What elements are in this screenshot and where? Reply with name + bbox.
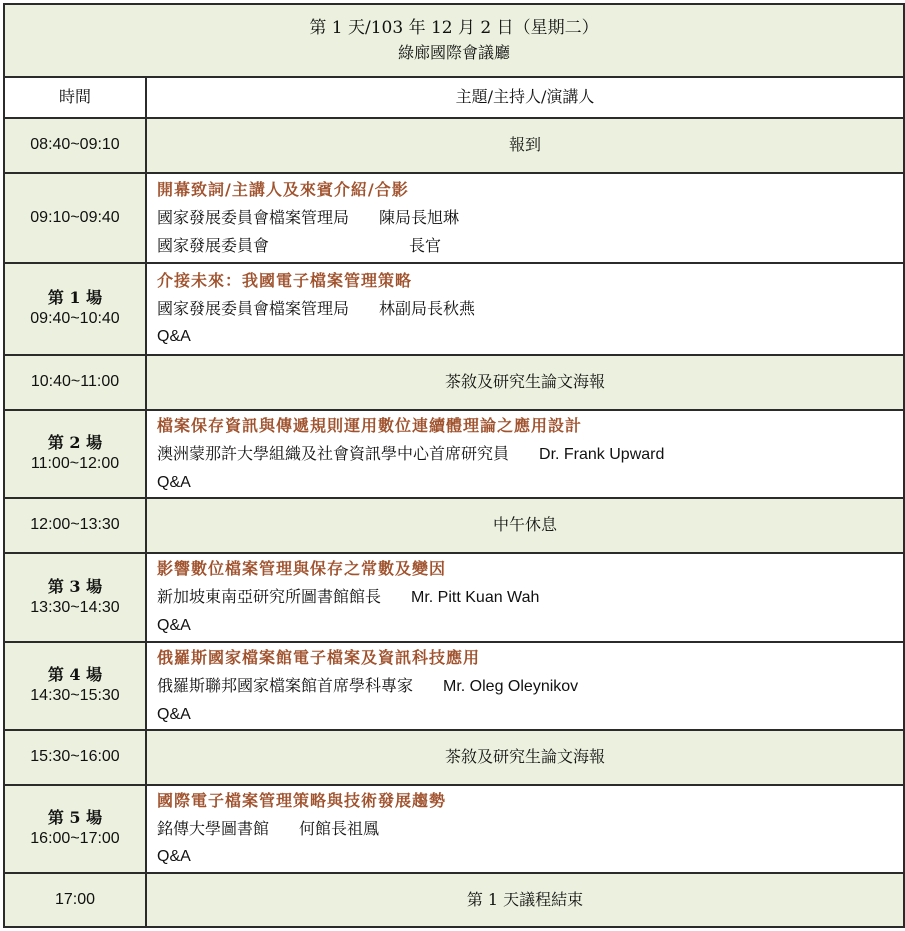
session-title: 介接未來：我國電子檔案管理策略 <box>157 271 413 290</box>
session-title: 影響數位檔案管理與保存之常數及變因 <box>157 559 447 578</box>
org: 國家發展委員會檔案管理局 <box>157 208 350 227</box>
person: 林副局長秋燕 <box>379 299 476 318</box>
org: 澳洲蒙那許大學組織及社會資訊學中心首席研究員 <box>157 443 510 463</box>
column-header-row <box>4 77 904 118</box>
table-row <box>4 730 904 785</box>
org: 俄羅斯聯邦國家檔案館首席學科專家 <box>157 675 414 695</box>
header-row <box>4 4 904 77</box>
agenda-table <box>3 3 905 928</box>
break-cell: 中午休息 <box>146 498 904 553</box>
program-cell <box>146 173 904 263</box>
break-cell: 茶敘及研究生論文海報 <box>146 730 904 785</box>
time-cell: 09:10~09:40 <box>4 173 146 263</box>
break-cell: 報到 <box>146 118 904 173</box>
session-time: 09:40~10:40 <box>30 310 120 327</box>
session-title: 開幕致詞/主講人及來賓介紹/合影 <box>157 180 409 199</box>
org: 銘傳大學圖書館 <box>157 819 270 838</box>
qa: Q&A <box>157 848 191 865</box>
break-cell: 第 1 天議程結束 <box>146 873 904 927</box>
session-time: 16:00~17:00 <box>30 830 120 847</box>
date-line: 第 1 天/103 年 12 月 2 日（星期二） <box>309 18 599 39</box>
qa: Q&A <box>157 328 191 345</box>
table-row <box>4 118 904 173</box>
table-row <box>4 410 904 498</box>
time-cell <box>4 263 146 355</box>
column-header-topic: 主題/主持人/演講人 <box>146 77 904 118</box>
program-cell <box>146 553 904 642</box>
session-title: 俄羅斯國家檔案館電子檔案及資訊科技應用 <box>157 647 481 667</box>
time-cell: 10:40~11:00 <box>4 355 146 410</box>
qa: Q&A <box>157 473 191 491</box>
person: Dr. Frank Upward <box>539 445 665 463</box>
person: Mr. Pitt Kuan Wah <box>411 589 540 606</box>
qa: Q&A <box>157 617 191 634</box>
session-time: 14:30~15:30 <box>30 687 120 704</box>
table-row <box>4 355 904 410</box>
header-cell <box>4 4 904 77</box>
program-cell <box>146 785 904 873</box>
time-cell: 12:00~13:30 <box>4 498 146 553</box>
org: 國家發展委員會檔案管理局 <box>157 299 350 318</box>
qa: Q&A <box>157 705 191 723</box>
table-row <box>4 553 904 642</box>
table-row <box>4 173 904 263</box>
break-cell: 茶敘及研究生論文海報 <box>146 355 904 410</box>
time-cell: 17:00 <box>4 873 146 927</box>
table-row <box>4 498 904 553</box>
time-cell: 15:30~16:00 <box>4 730 146 785</box>
program-cell <box>146 410 904 498</box>
venue: 綠廊國際會議廳 <box>398 43 511 63</box>
session-time: 11:00~12:00 <box>30 455 120 472</box>
session-number: 第 4 場 <box>47 665 103 685</box>
person: 長官 <box>409 236 442 255</box>
session-title: 國際電子檔案管理策略與技術發展趨勢 <box>157 791 447 810</box>
time-cell <box>4 553 146 642</box>
session-number: 第 3 場 <box>47 576 103 596</box>
session-time: 13:30~14:30 <box>30 598 120 616</box>
session-number: 第 5 場 <box>47 808 103 828</box>
table-row <box>4 263 904 355</box>
session-number: 第 1 場 <box>47 288 103 308</box>
time-cell <box>4 642 146 730</box>
person: 何館長祖鳳 <box>299 819 380 838</box>
org: 新加坡東南亞研究所圖書館館長 <box>157 587 382 606</box>
session-number: 第 2 場 <box>47 433 103 453</box>
table-row <box>4 873 904 927</box>
person: 陳局長旭琳 <box>379 208 460 227</box>
program-cell <box>146 642 904 730</box>
time-cell: 08:40~09:10 <box>4 118 146 173</box>
person: Mr. Oleg Oleynikov <box>443 677 579 695</box>
program-cell <box>146 263 904 355</box>
time-cell <box>4 410 146 498</box>
table-row <box>4 642 904 730</box>
session-title: 檔案保存資訊與傳遞規則運用數位連續體理論之應用設計 <box>157 415 583 435</box>
time-cell <box>4 785 146 873</box>
org: 國家發展委員會 <box>157 236 270 255</box>
table-row <box>4 785 904 873</box>
column-header-time: 時間 <box>4 77 146 118</box>
